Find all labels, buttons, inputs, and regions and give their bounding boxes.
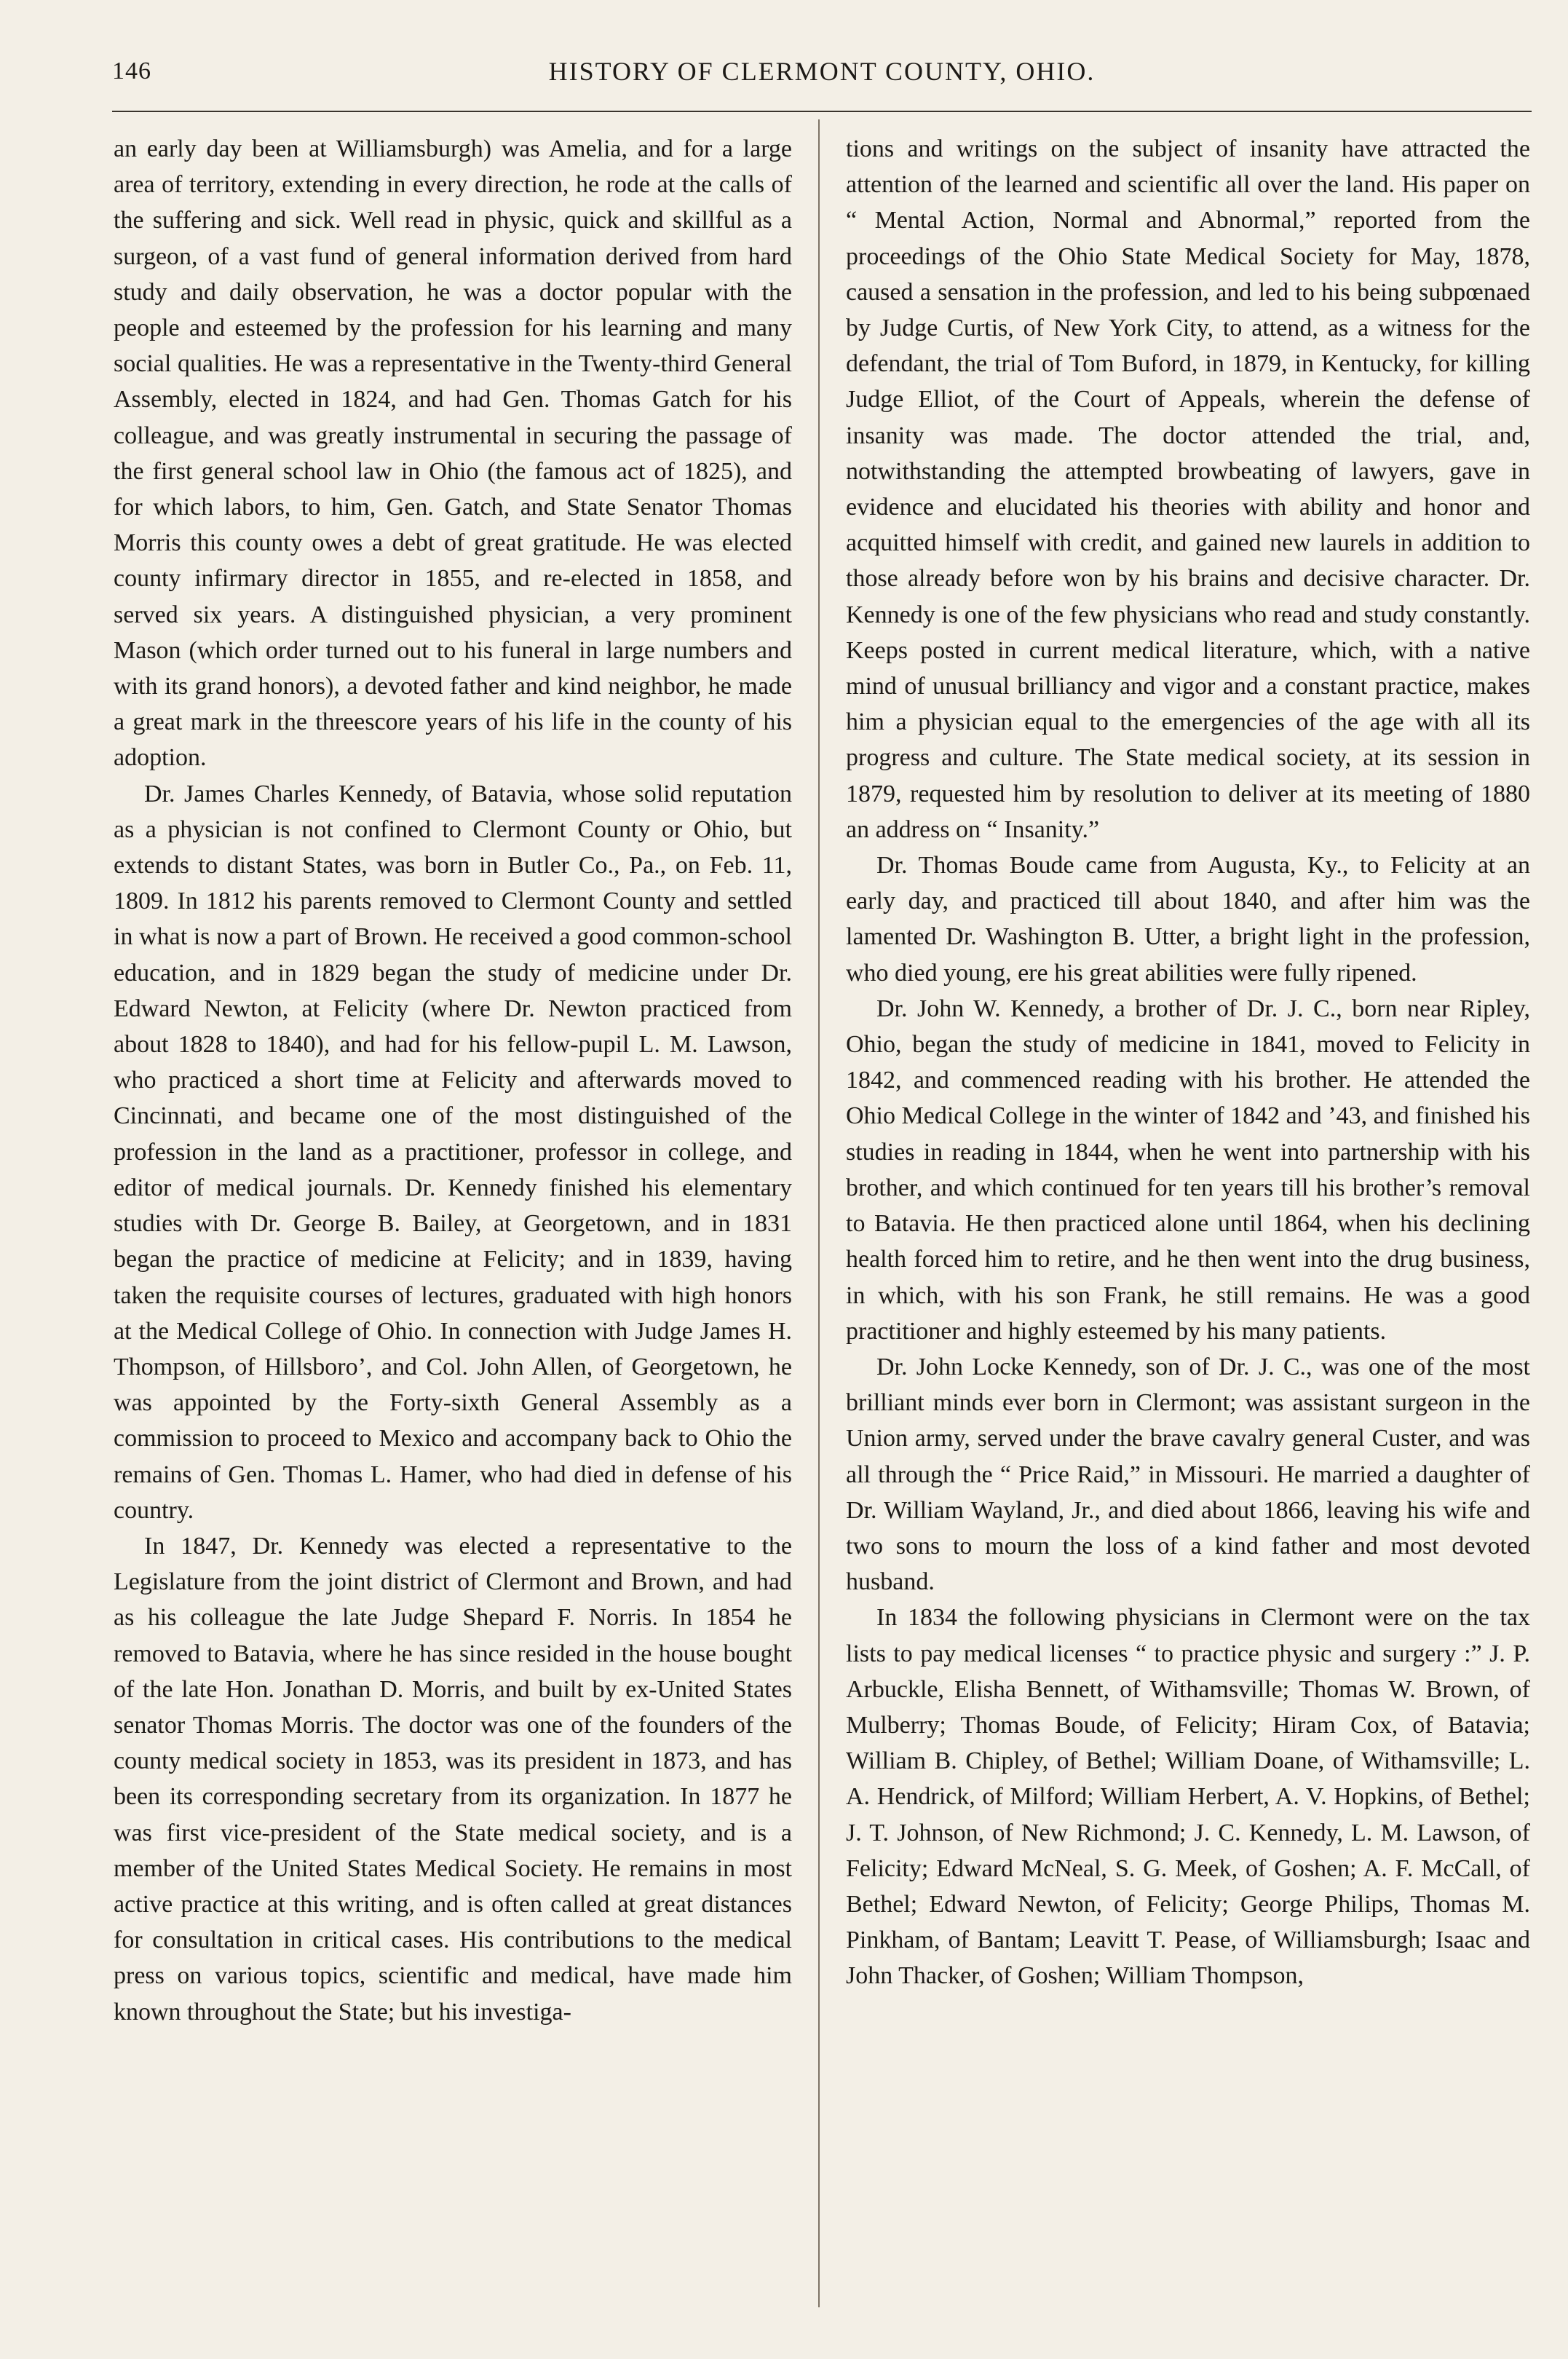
right-paragraph-4: Dr. John Locke Kennedy, son of Dr. J. C., was one of the most brilliant minds ever born in Clermont; was assistant surgeon in the Union army, served under the brave cavalry general Custer, and was all through the “ Price Raid,” in Missouri. He married a daughter of Dr. William Wayland, Jr., and died about 1866, leaving his wife and two sons to mourn the loss of a kind father and most devoted husband. [846, 1353, 1530, 1596]
page-number: 146 [112, 58, 151, 84]
left-paragraph-2: Dr. James Charles Kennedy, of Batavia, whose solid reputation as a physician is not confined to Clermont County or Ohio, but extends to distant States, was born in Butler Co., Pa., on Feb. 11, 1809. In 1812 his parents removed to Clermont County and settled in what is now a part of Brown. He received a good common-school education, and in 1829 began the study of medicine under Dr. Edward Newton, at Felicity (where Dr. Newton practiced from about 1828 to 1840), and had for his fellow-pupil L. M. Lawson, who practiced a short time at Felicity and afterwards moved to Cincinnati, and became one of the most distinguished of the profession in the land as a practitioner, professor in college, and editor of medical journals. Dr. Kennedy finished his elementary studies with Dr. George B. Bailey, at Georgetown, and in 1831 began the practice of medicine at Felicity; and in 1839, having taken the requisite courses of lectures, graduated with high honors at the Medical College of Ohio. In connection with Judge James H. Thompson, of Hillsboro’, and Col. John Allen, of Georgetown, he was appointed by the Forty-sixth General Assembly as a commission to proceed to Mexico and accompany back to Ohio the remains of Gen. Thomas L. Hamer, who had died in defense of his country. [114, 780, 792, 1524]
left-column [114, 131, 792, 2308]
running-head-title: HISTORY OF CLERMONT COUNTY, OHIO. [548, 57, 1096, 86]
right-paragraph-5: In 1834 the following physicians in Clermont were on the tax lists to pay medical licenses “ to practice physic and surgery :” J. P. Arbuckle, Elisha Bennett, of Withamsville; Thomas W. Brown, of Mulberry; Thomas Boude, of Felicity; Hiram Cox, of Batavia; William B. Chipley, of Bethel; William Doane, of Withamsville; L. A. Hendrick, of Milford; William Herbert, A. V. Hopkins, of Bethel; J. T. Johnson, of New Richmond; J. C. Kennedy, L. M. Lawson, of Felicity; Edward McNeal, S. G. Meek, of Goshen; A. F. McCall, of Bethel; Edward Newton, of Felicity; George Philips, Thomas M. Pinkham, of Bantam; Leavitt T. Pease, of Williamsburgh; Isaac and John Thacker, of Goshen; William Thompson, [846, 1604, 1530, 1990]
right-paragraph-2: Dr. Thomas Boude came from Augusta, Ky., to Felicity at an early day, and practiced till about 1840, and after him was the lamented Dr. Washington B. Utter, a bright light in the profession, who died young, ere his great abilities were fully ripened. [846, 852, 1530, 987]
page-header [112, 50, 1532, 93]
right-column [846, 131, 1530, 2308]
right-paragraph-1: tions and writings on the subject of insanity have attracted the attention of the learned and scientific all over the land. His paper on “ Mental Action, Normal and Abnormal,” reported from the proceedings of the Ohio State Medical Society for May, 1878, caused a sensation in the profession, and led to his being subpœnaed by Judge Curtis, of New York City, to attend, as a witness for the defendant, the trial of Tom Buford, in 1879, in Kentucky, for killing Judge Elliot, of the Court of Appeals, wherein the defense of insanity was made. The doctor attended the trial, and, notwithstanding the attempted browbeating of lawyers, gave in evidence and elucidated his theories with ability and honor and acquitted himself with credit, and gained new laurels in addition to those already before won by his brains and decisive character. Dr. Kennedy is one of the few physicians who read and study constantly. Keeps posted in current medical literature, which, with a native mind of unusual brilliancy and vigor and a constant practice, makes him a physician equal to the emergencies of the age with all its progress and culture. The State medical society, at its session in 1879, requested him by resolution to deliver at its meeting of 1880 an address on “ Insanity.” [846, 135, 1530, 843]
left-paragraph-1: an early day been at Williamsburgh) was Amelia, and for a large area of territory, extending in every direction, he rode at the calls of the suffering and sick. Well read in physic, quick and skillful as a surgeon, of a vast fund of general information derived from hard study and daily observation, he was a doctor popular with the people and esteemed by the profession for his learning and many social qualities. He was a representative in the Twenty-third General Assembly, elected in 1824, and had Gen. Thomas Gatch for his colleague, and was greatly instrumental in securing the passage of the first general school law in Ohio (the famous act of 1825), and for which labors, to him, Gen. Gatch, and State Senator Thomas Morris this county owes a debt of great gratitude. He was elected county infirmary director in 1855, and re-elected in 1858, and served six years. A distinguished physician, a very prominent Mason (which order turned out to his funeral in large numbers and with its grand honors), a devoted father and kind neighbor, he made a great mark in the threescore years of his life in the county of his adoption. [114, 135, 792, 772]
column-divider [818, 119, 820, 2307]
header-rule [112, 111, 1532, 112]
right-paragraph-3: Dr. John W. Kennedy, a brother of Dr. J. C., born near Ripley, Ohio, began the study of medicine in 1841, moved to Felicity in 1842, and commenced reading with his brother. He attended the Ohio Medical College in the winter of 1842 and ’43, and finished his studies in reading in 1844, when he went into partnership with his brother, and which continued for ten years till his brother’s removal to Batavia. He then practiced alone until 1864, when his declining health forced him to retire, and he then went into the drug business, in which, with his son Frank, he still remains. He was a good practitioner and highly esteemed by his many patients. [846, 995, 1530, 1345]
left-paragraph-3: In 1847, Dr. Kennedy was elected a representative to the Legislature from the joint district of Clermont and Brown, and had as his colleague the late Judge Shepard F. Norris. In 1854 he removed to Batavia, where he has since resided in the house bought of the late Hon. Jonathan D. Morris, and built by ex-United States senator Thomas Morris. The doctor was one of the founders of the county medical society in 1853, was its president in 1873, and has been its corresponding secretary from its organization. In 1877 he was first vice-president of the State medical society, and is a member of the United States Medical Society. He remains in most active practice at this writing, and is often called at great distances for consultation in critical cases. His contributions to the medical press on various topics, scientific and medical, have made him known throughout the State; but his investiga- [114, 1532, 792, 2026]
